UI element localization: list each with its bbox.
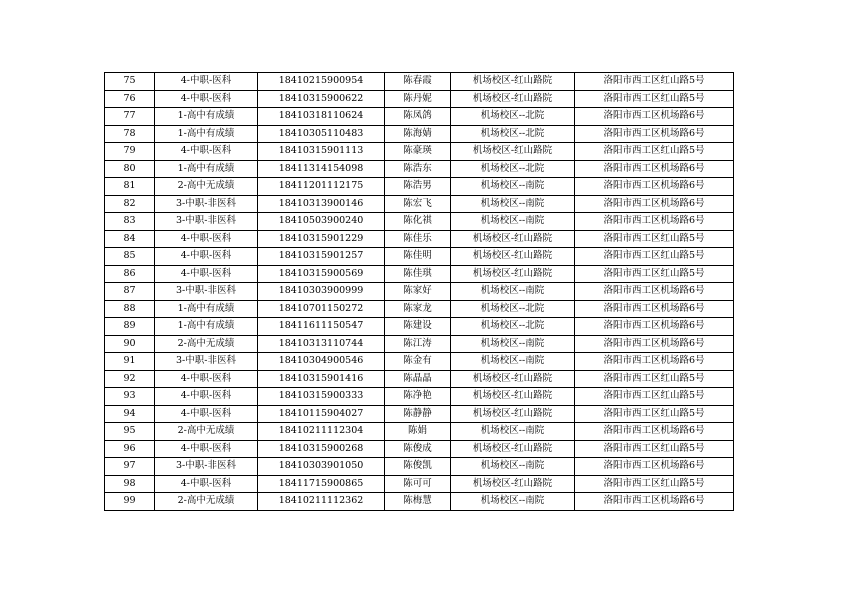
student-name-cell: 陈宏飞 [385,195,451,213]
student-name-cell: 陈佳明 [385,248,451,266]
table-row [105,475,734,493]
category-cell: 4-中职-医科 [155,90,258,108]
student-roster-table [104,72,734,511]
address-cell: 洛阳市西工区红山路5号 [575,90,734,108]
category-cell: 1-高中有成绩 [155,108,258,126]
address-cell: 洛阳市西工区机场路6号 [575,300,734,318]
student-name-cell: 陈海婧 [385,125,451,143]
category-cell: 4-中职-医科 [155,388,258,406]
exam-id-cell: 18410503900240 [258,213,385,231]
campus-cell: 机场校区--北院 [451,300,575,318]
row-number-cell: 91 [105,353,155,371]
address-cell: 洛阳市西工区机场路6号 [575,125,734,143]
exam-id-cell: 18410303900999 [258,283,385,301]
student-name-cell: 陈家好 [385,283,451,301]
address-cell: 洛阳市西工区机场路6号 [575,458,734,476]
student-name-cell: 陈豪瑛 [385,143,451,161]
address-cell: 洛阳市西工区红山路5号 [575,475,734,493]
row-number-cell: 94 [105,405,155,423]
campus-cell: 机场校区-红山路院 [451,405,575,423]
row-number-cell: 96 [105,440,155,458]
table-row [105,213,734,231]
row-number-cell: 80 [105,160,155,178]
student-name-cell: 陈可可 [385,475,451,493]
address-cell: 洛阳市西工区红山路5号 [575,388,734,406]
category-cell: 3-中职-非医科 [155,353,258,371]
address-cell: 洛阳市西工区红山路5号 [575,370,734,388]
student-name-cell: 陈俊凯 [385,458,451,476]
campus-cell: 机场校区-红山路院 [451,230,575,248]
category-cell: 4-中职-医科 [155,230,258,248]
exam-id-cell: 18411715900865 [258,475,385,493]
exam-id-cell: 18410315900268 [258,440,385,458]
campus-cell: 机场校区--北院 [451,160,575,178]
campus-cell: 机场校区-红山路院 [451,440,575,458]
address-cell: 洛阳市西工区机场路6号 [575,178,734,196]
student-name-cell: 陈江涛 [385,335,451,353]
student-name-cell: 陈金有 [385,353,451,371]
campus-cell: 机场校区--北院 [451,108,575,126]
category-cell: 4-中职-医科 [155,440,258,458]
category-cell: 3-中职-非医科 [155,283,258,301]
row-number-cell: 97 [105,458,155,476]
table-row [105,160,734,178]
table-row [105,248,734,266]
table-row [105,370,734,388]
address-cell: 洛阳市西工区红山路5号 [575,440,734,458]
exam-id-cell: 18410315900333 [258,388,385,406]
category-cell: 2-高中无成绩 [155,335,258,353]
table-row [105,125,734,143]
student-name-cell: 陈静静 [385,405,451,423]
campus-cell: 机场校区--北院 [451,318,575,336]
campus-cell: 机场校区-红山路院 [451,143,575,161]
student-name-cell: 陈建设 [385,318,451,336]
row-number-cell: 99 [105,493,155,511]
table-row [105,440,734,458]
row-number-cell: 82 [105,195,155,213]
category-cell: 4-中职-医科 [155,265,258,283]
address-cell: 洛阳市西工区红山路5号 [575,265,734,283]
category-cell: 4-中职-医科 [155,475,258,493]
campus-cell: 机场校区-红山路院 [451,370,575,388]
student-name-cell: 陈春霞 [385,73,451,91]
exam-id-cell: 18410305110483 [258,125,385,143]
address-cell: 洛阳市西工区机场路6号 [575,283,734,301]
exam-id-cell: 18410315901229 [258,230,385,248]
row-number-cell: 81 [105,178,155,196]
exam-id-cell: 18410315900622 [258,90,385,108]
student-name-cell: 陈佳乐 [385,230,451,248]
category-cell: 2-高中无成绩 [155,178,258,196]
table-row [105,388,734,406]
category-cell: 1-高中有成绩 [155,300,258,318]
campus-cell: 机场校区--南院 [451,178,575,196]
category-cell: 4-中职-医科 [155,405,258,423]
category-cell: 2-高中无成绩 [155,423,258,441]
exam-id-cell: 18410315900569 [258,265,385,283]
student-name-cell: 陈浩男 [385,178,451,196]
table-row [105,318,734,336]
address-cell: 洛阳市西工区机场路6号 [575,335,734,353]
campus-cell: 机场校区--南院 [451,493,575,511]
row-number-cell: 86 [105,265,155,283]
student-name-cell: 陈娟 [385,423,451,441]
row-number-cell: 90 [105,335,155,353]
campus-cell: 机场校区--北院 [451,125,575,143]
category-cell: 4-中职-医科 [155,143,258,161]
campus-cell: 机场校区-红山路院 [451,73,575,91]
table-row [105,353,734,371]
student-name-cell: 陈佳琪 [385,265,451,283]
table-row [105,283,734,301]
roster-table-body [105,73,734,511]
exam-id-cell: 18410211112362 [258,493,385,511]
exam-id-cell: 18410115904027 [258,405,385,423]
table-row [105,423,734,441]
table-row [105,90,734,108]
table-row [105,108,734,126]
category-cell: 1-高中有成绩 [155,318,258,336]
row-number-cell: 85 [105,248,155,266]
exam-id-cell: 18410701150272 [258,300,385,318]
exam-id-cell: 18410315901113 [258,143,385,161]
campus-cell: 机场校区-红山路院 [451,475,575,493]
address-cell: 洛阳市西工区机场路6号 [575,318,734,336]
exam-id-cell: 18410304900546 [258,353,385,371]
campus-cell: 机场校区--南院 [451,283,575,301]
row-number-cell: 76 [105,90,155,108]
exam-id-cell: 18410318110624 [258,108,385,126]
exam-id-cell: 18410315901416 [258,370,385,388]
exam-id-cell: 18410313900146 [258,195,385,213]
student-name-cell: 陈丹妮 [385,90,451,108]
student-name-cell: 陈俊成 [385,440,451,458]
row-number-cell: 95 [105,423,155,441]
campus-cell: 机场校区--南院 [451,353,575,371]
student-name-cell: 陈凤鸽 [385,108,451,126]
address-cell: 洛阳市西工区机场路6号 [575,160,734,178]
table-row [105,458,734,476]
table-row [105,195,734,213]
table-row [105,493,734,511]
category-cell: 4-中职-医科 [155,248,258,266]
address-cell: 洛阳市西工区红山路5号 [575,143,734,161]
student-name-cell: 陈家龙 [385,300,451,318]
campus-cell: 机场校区-红山路院 [451,248,575,266]
campus-cell: 机场校区--南院 [451,335,575,353]
exam-id-cell: 18410215900954 [258,73,385,91]
exam-id-cell: 18410303901050 [258,458,385,476]
row-number-cell: 89 [105,318,155,336]
exam-id-cell: 18411201112175 [258,178,385,196]
exam-id-cell: 18411314154098 [258,160,385,178]
student-name-cell: 陈晶晶 [385,370,451,388]
address-cell: 洛阳市西工区机场路6号 [575,493,734,511]
address-cell: 洛阳市西工区机场路6号 [575,213,734,231]
address-cell: 洛阳市西工区机场路6号 [575,423,734,441]
row-number-cell: 92 [105,370,155,388]
row-number-cell: 77 [105,108,155,126]
row-number-cell: 93 [105,388,155,406]
category-cell: 1-高中有成绩 [155,125,258,143]
row-number-cell: 78 [105,125,155,143]
table-row [105,405,734,423]
campus-cell: 机场校区--南院 [451,423,575,441]
category-cell: 1-高中有成绩 [155,160,258,178]
address-cell: 洛阳市西工区机场路6号 [575,353,734,371]
row-number-cell: 79 [105,143,155,161]
address-cell: 洛阳市西工区红山路5号 [575,230,734,248]
student-name-cell: 陈净艳 [385,388,451,406]
table-row [105,265,734,283]
campus-cell: 机场校区-红山路院 [451,265,575,283]
category-cell: 2-高中无成绩 [155,493,258,511]
address-cell: 洛阳市西工区机场路6号 [575,108,734,126]
exam-id-cell: 18411611150547 [258,318,385,336]
category-cell: 4-中职-医科 [155,73,258,91]
table-row [105,178,734,196]
campus-cell: 机场校区--南院 [451,195,575,213]
row-number-cell: 87 [105,283,155,301]
student-name-cell: 陈化祺 [385,213,451,231]
campus-cell: 机场校区--南院 [451,213,575,231]
table-row [105,230,734,248]
row-number-cell: 75 [105,73,155,91]
category-cell: 3-中职-非医科 [155,458,258,476]
address-cell: 洛阳市西工区红山路5号 [575,248,734,266]
campus-cell: 机场校区--南院 [451,458,575,476]
row-number-cell: 83 [105,213,155,231]
address-cell: 洛阳市西工区红山路5号 [575,405,734,423]
table-row [105,143,734,161]
row-number-cell: 84 [105,230,155,248]
row-number-cell: 98 [105,475,155,493]
campus-cell: 机场校区-红山路院 [451,388,575,406]
category-cell: 4-中职-医科 [155,370,258,388]
address-cell: 洛阳市西工区机场路6号 [575,195,734,213]
category-cell: 3-中职-非医科 [155,195,258,213]
exam-id-cell: 18410313110744 [258,335,385,353]
table-row [105,335,734,353]
exam-id-cell: 18410315901257 [258,248,385,266]
table-row [105,300,734,318]
campus-cell: 机场校区-红山路院 [451,90,575,108]
student-name-cell: 陈浩东 [385,160,451,178]
category-cell: 3-中职-非医科 [155,213,258,231]
address-cell: 洛阳市西工区红山路5号 [575,73,734,91]
table-row [105,73,734,91]
student-name-cell: 陈梅慧 [385,493,451,511]
row-number-cell: 88 [105,300,155,318]
exam-id-cell: 18410211112304 [258,423,385,441]
